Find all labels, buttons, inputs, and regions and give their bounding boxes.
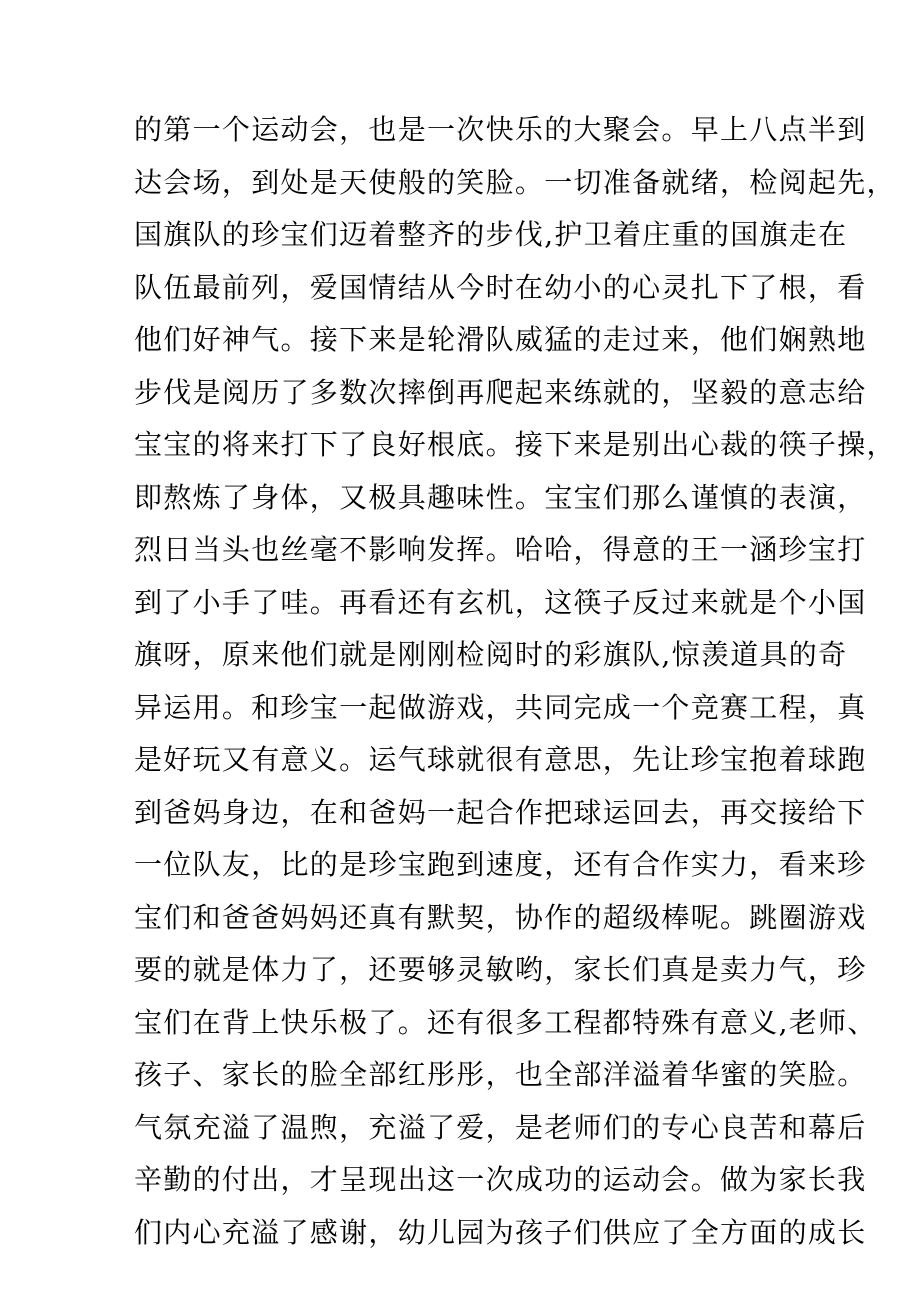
text-line: 国旗队的珍宝们迈着整齐的步伐,护卫着庄重的国旗走在 [134, 218, 848, 251]
text-line: 的第一个运动会，也是一次快乐的大聚会。早上八点半到 [134, 113, 867, 146]
body-paragraph [134, 104, 896, 1259]
text-line: 们内心充溢了感谢，幼儿园为孩子们供应了全方面的成长 [134, 1215, 867, 1249]
text-line: 队伍最前列，爱国情结从今时在幼小的心灵扎下了根，看 [134, 270, 867, 304]
text-line: 孩子、家长的脸全部红彤彤，也全部洋溢着华蜜的笑脸。 [134, 1058, 867, 1091]
text-line: 是好玩又有意义。运气球就很有意思，先让珍宝抱着球跑 [134, 743, 867, 776]
text-line: 宝们和爸爸妈妈还真有默契，协作的超级棒呢。跳圈游戏 [134, 900, 867, 934]
text-line: 辛勤的付出，才呈现出这一次成功的运动会。做为家长我 [134, 1163, 867, 1196]
text-line: 旗呀，原来他们就是刚刚检阅时的彩旗队,惊羡道具的奇 [134, 638, 848, 671]
text-line: 达会场，到处是天使般的笑脸。一切准备就绪，检阅起先， [134, 165, 896, 199]
text-line: 宝宝的将来打下了良好根底。接下来是别出心裁的筷子操， [134, 428, 896, 461]
text-line: 要的就是体力了，还要够灵敏哟，家长们真是卖力气，珍 [134, 953, 867, 986]
text-line: 他们好神气。接下来是轮滑队威猛的走过来，他们娴熟地 [134, 323, 867, 356]
text-line: 气氛充溢了温煦，充溢了爱，是老师们的专心良苦和幕后 [134, 1110, 867, 1144]
text-line: 异运用。和珍宝一起做游戏，共同完成一个竞赛工程，真 [134, 690, 867, 724]
text-line: 即熬炼了身体，又极具趣味性。宝宝们那么谨慎的表演， [134, 480, 867, 514]
text-line: 烈日当头也丝毫不影响发挥。哈哈，得意的王一涵珍宝打 [134, 533, 867, 566]
text-line: 一位队友，比的是珍宝跑到速度，还有合作实力，看来珍 [134, 848, 867, 881]
text-line: 到了小手了哇。再看还有玄机，这筷子反过来就是个小国 [134, 585, 867, 619]
text-line: 到爸妈身边，在和爸妈一起合作把球运回去，再交接给下 [134, 795, 867, 829]
text-line: 步伐是阅历了多数次摔倒再爬起来练就的，坚毅的意志给 [134, 375, 867, 409]
text-line: 宝们在背上快乐极了。还有很多工程都特殊有意义,老师、 [134, 1005, 877, 1039]
